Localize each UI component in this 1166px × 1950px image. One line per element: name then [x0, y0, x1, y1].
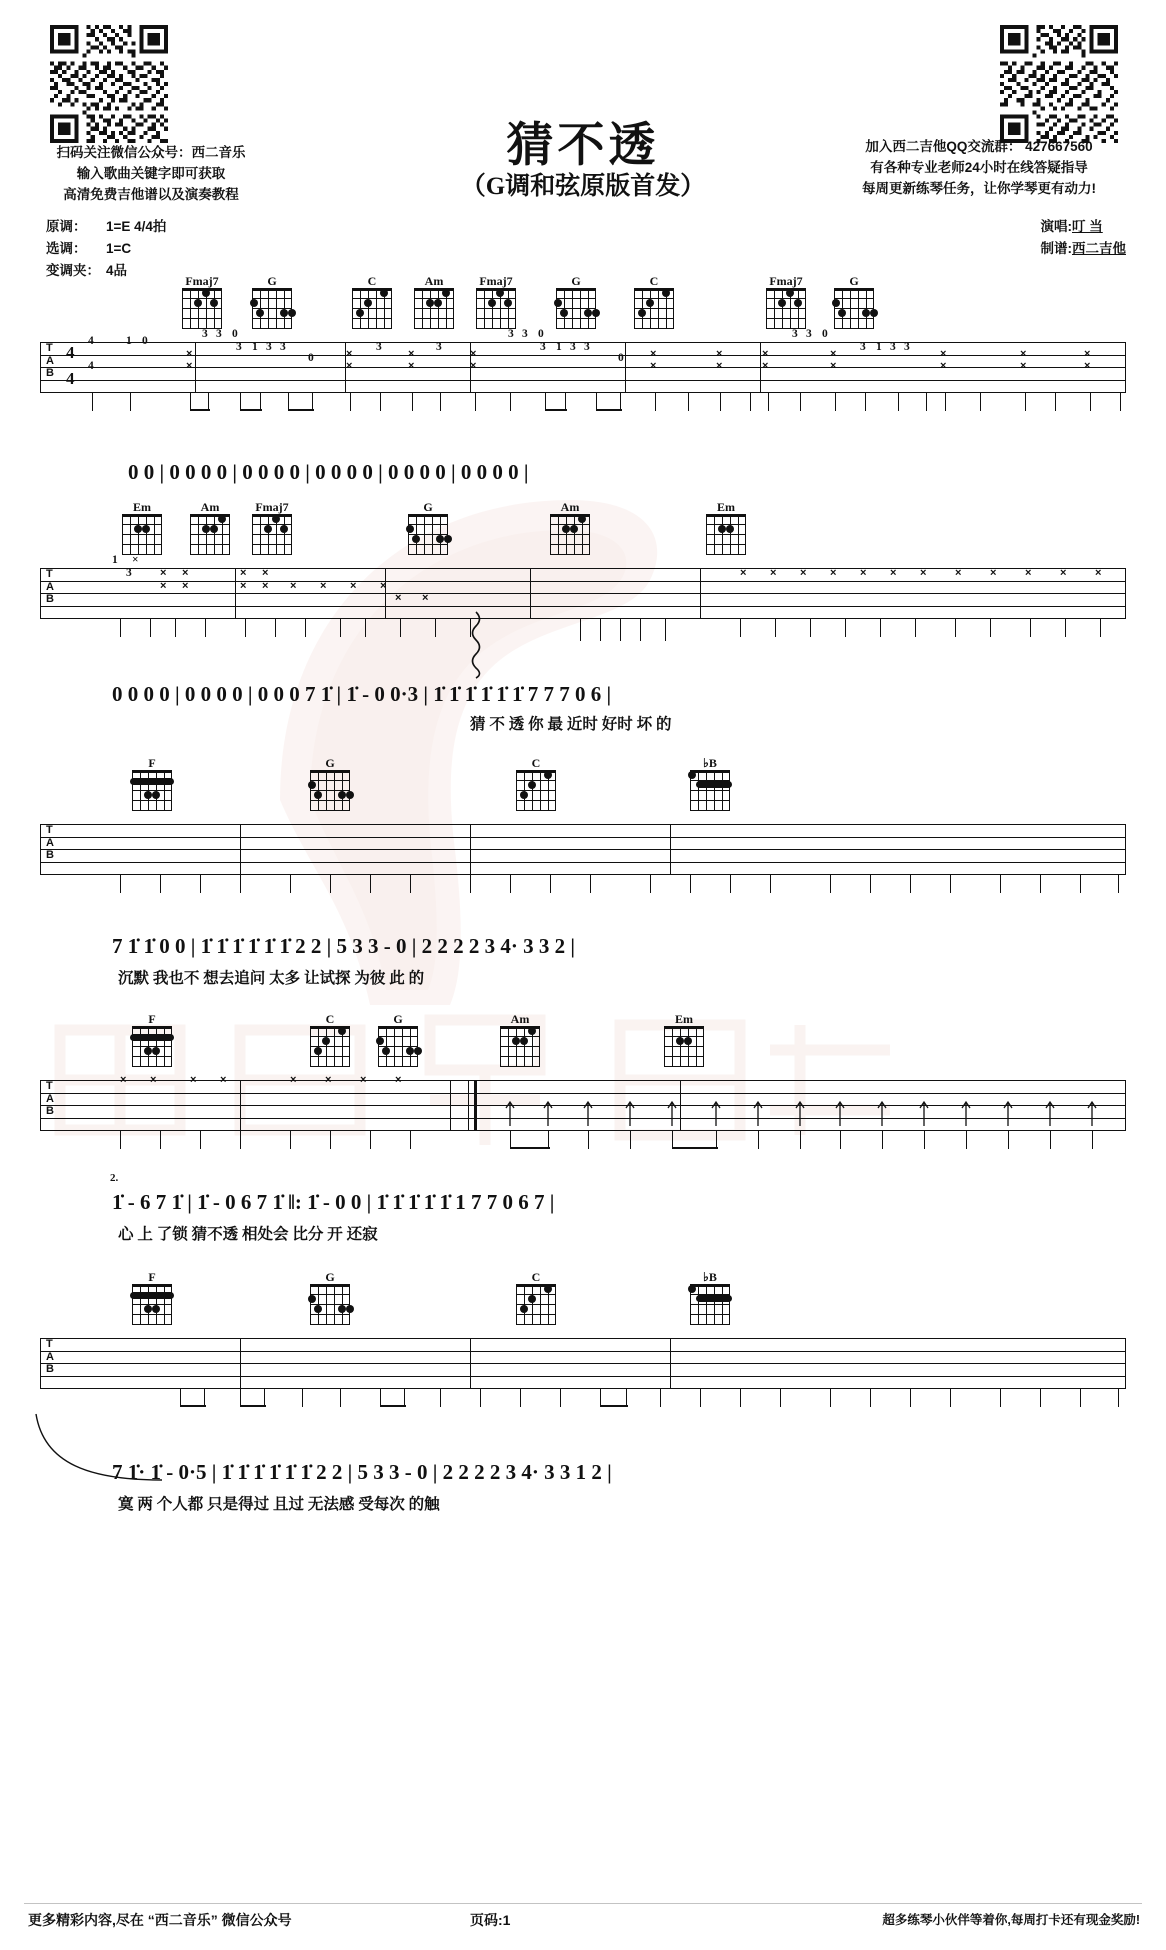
tab-stems [40, 1389, 1126, 1415]
chord-diagram [660, 1012, 708, 1066]
qq-promo-right [814, 136, 1144, 199]
tab-clef [46, 1338, 54, 1376]
chord-diagram [128, 1270, 176, 1324]
meta-value-1: 1=C [106, 241, 132, 256]
tab-letter-b: B [46, 1105, 54, 1117]
strum-arrows [40, 1098, 1126, 1128]
song-title: 猜不透 [506, 120, 660, 172]
chord-name: ♭B [703, 756, 717, 770]
tab-letter-t: T [46, 568, 53, 580]
melody-numbers: 0 0 0 0 | 0 0 0 0 | 0 0 0 7 1̇ | 1̇ - 0 0·3 | 1̇ 1̇ 1̇ 1̇ 1̇ 1̇ 7 7 7 0 6 | [112, 682, 612, 706]
chord-name: G [325, 756, 335, 770]
song-credits [1041, 216, 1127, 260]
chord-diagram [686, 1270, 734, 1324]
chord-name: Em [675, 1012, 693, 1026]
chord-name: G [423, 500, 433, 514]
chord-diagram [830, 274, 878, 328]
chord-name: Fmaj7 [255, 500, 289, 514]
promo-right-line-3: 每周更新练琴任务，让你学琴更有动力! [862, 181, 1096, 196]
tab-letter-b: B [46, 1363, 54, 1375]
chord-diagram [248, 274, 296, 328]
music-system-3 [0, 756, 1166, 996]
promo-left-line-2: 输入歌曲关键字即可获取 [76, 166, 226, 181]
chord-diagram [186, 500, 234, 554]
music-system-4 [0, 1012, 1166, 1252]
chord-diagram [546, 500, 594, 554]
music-system-5 [0, 1270, 1166, 1520]
chord-name: Am [200, 500, 220, 514]
chord-diagram [512, 1270, 560, 1324]
chord-name: C [531, 1270, 541, 1284]
chord-diagram [178, 274, 226, 328]
tab-letter-a: A [46, 354, 54, 367]
tab-letter-a: A [46, 1350, 54, 1363]
chord-diagram [472, 274, 520, 328]
chord-name: Em [133, 500, 151, 514]
lyrics: 心 上 了锁 猜不透 相处会 比分 开 还寂 [118, 1226, 378, 1243]
chord-diagram [410, 274, 458, 328]
chord-name: C [649, 274, 659, 288]
song-meta [46, 216, 166, 282]
melody-numbers: 0 0 | 0 0 0 0 | 0 0 0 0 | 0 0 0 0 | 0 0 0 0 | 0 0 0 0 | [128, 460, 529, 484]
tab-stems [40, 393, 1126, 417]
chord-name: G [849, 274, 859, 288]
footer-divider [24, 1903, 1142, 1904]
tab-staff [40, 1338, 1126, 1390]
chord-diagram [128, 1012, 176, 1066]
time-signature: 4 4 [66, 343, 75, 388]
chord-name: F [148, 756, 156, 770]
chord-diagram [702, 500, 750, 554]
chord-name: Am [510, 1012, 530, 1026]
lyrics: 寞 两 个人都 只是得过 且过 无法感 受每次 的触 [118, 1496, 440, 1513]
wechat-promo-left [26, 142, 276, 205]
meta-value-0: 1=E 4/4拍 [106, 219, 167, 234]
chord-diagram [306, 756, 354, 810]
chord-diagram [512, 756, 560, 810]
footer-right: 超多练琴小伙伴等着你,每周打卡还有现金奖励! [882, 1913, 1140, 1927]
promo-left-line-3: 高清免费吉他谱以及演奏教程 [63, 187, 239, 202]
chord-diagram [128, 756, 176, 810]
meta-label-2: 变调夹： [46, 263, 100, 278]
chord-name: C [531, 756, 541, 770]
chord-name: G [325, 1270, 335, 1284]
chord-name: Fmaj7 [185, 274, 219, 288]
tab-letter-b: B [46, 367, 54, 379]
meta-label-0: 原调： [46, 219, 87, 234]
chord-name: Fmaj7 [769, 274, 803, 288]
tab-letter-t: T [46, 342, 53, 354]
tab-stems [40, 619, 1126, 645]
tab-staff [40, 824, 1126, 876]
tab-notes: 4 1 0 4 3 3 0 × × 3 1 3 3 0 × × 3 × × 3 × × 3 3 0 3 1 3 3 0 × × × × × × 3 3 0 × × 3 1 3 3 × × × × × × [88, 328, 1091, 372]
second-ending-marker: 2. [110, 1172, 119, 1184]
chord-diagram [404, 500, 452, 554]
tab-letter-t: T [46, 1338, 53, 1350]
tab-clef [46, 824, 54, 862]
chord-diagram [248, 500, 296, 554]
chord-name: C [367, 274, 377, 288]
chord-diagram [306, 1012, 354, 1066]
tab-letter-a: A [46, 580, 54, 593]
chord-name: G [571, 274, 581, 288]
tab-letter-b: B [46, 849, 54, 861]
chord-diagram [118, 500, 166, 554]
chord-name: G [393, 1012, 403, 1026]
lyrics: 沉默 我也不 想去追问 太多 让试探 为彼 此 的 [118, 970, 425, 987]
music-system-1 [0, 274, 1166, 494]
credit-label-0: 演唱: [1040, 219, 1072, 234]
tab-letter-t: T [46, 1080, 53, 1092]
footer-page-number: 页码:1 [470, 1912, 511, 1928]
chord-diagram [762, 274, 810, 328]
tab-stems [40, 1131, 1126, 1157]
chord-name: C [325, 1012, 335, 1026]
meta-value-2: 4品 [106, 263, 128, 278]
melody-numbers: 1̇ - 6 7 1̇ | 1̇ - 0 6 7 1̇ ‖: 1̇ - 0 0 | 1̇ 1̇ 1̇ 1̇ 1̇ 1 7 7 0 6 7 | [112, 1190, 555, 1214]
chord-diagram [496, 1012, 544, 1066]
tab-letter-b: B [46, 593, 54, 605]
promo-right-line-1: 加入西二吉他QQ交流群： 427667560 [865, 139, 1093, 154]
credit-label-1: 制谱: [1040, 241, 1072, 256]
chord-name: G [267, 274, 277, 288]
chord-name: Am [424, 274, 444, 288]
chord-diagram [630, 274, 678, 328]
chord-name: Fmaj7 [479, 274, 513, 288]
footer-left: 更多精彩内容,尽在 “西二音乐” 微信公众号 [28, 1912, 292, 1928]
melody-numbers: 7 1̇· 1̇ - 0·5 | 1̇ 1̇ 1̇ 1̇ 1̇ 1̇ 2 2 | 5 3 3 - 0 | 2 2 2 2 3 4· 3 3 1 2 | [112, 1460, 612, 1484]
chord-diagram [686, 756, 734, 810]
chord-name: ♭B [703, 1270, 717, 1284]
chord-name: F [148, 1270, 156, 1284]
chord-name: Am [560, 500, 580, 514]
promo-right-line-2: 有各种专业老师24小时在线答疑指导 [870, 160, 1088, 175]
chord-diagram [552, 274, 600, 328]
promo-left-line-1: 扫码关注微信公众号：西二音乐 [56, 145, 246, 160]
page-footer [0, 1910, 1166, 1936]
credit-value-1: 西二吉他 [1072, 241, 1126, 256]
credit-value-0: 叮 当 [1072, 219, 1103, 234]
chord-diagram [348, 274, 396, 328]
song-subtitle: （G调和弦原版首发） [460, 173, 706, 200]
tab-letter-a: A [46, 1092, 54, 1105]
melody-numbers: 7 1̇ 1̇ 0 0 | 1̇ 1̇ 1̇ 1̇ 1̇ 1̇ 2 2 | 5 3 3 - 0 | 2 2 2 2 3 4· 3 3 2 | [112, 934, 575, 958]
tab-letter-a: A [46, 836, 54, 849]
meta-label-1: 选调： [46, 241, 87, 256]
music-system-2 [0, 500, 1166, 733]
chord-diagram [374, 1012, 422, 1066]
chord-name: F [148, 1012, 156, 1026]
chord-name: Em [717, 500, 735, 514]
tab-stems [40, 875, 1126, 901]
chord-diagram [306, 1270, 354, 1324]
lyrics: 猜 不 透 你 最 近时 好时 坏 的 [470, 716, 672, 733]
tab-letter-t: T [46, 824, 53, 836]
tab-notes: × × × × × × × × [120, 1074, 402, 1086]
tab-notes: 1 × 3 × × × × × × × × × × × × × × × × × × × × × × × × × × [112, 554, 1102, 604]
